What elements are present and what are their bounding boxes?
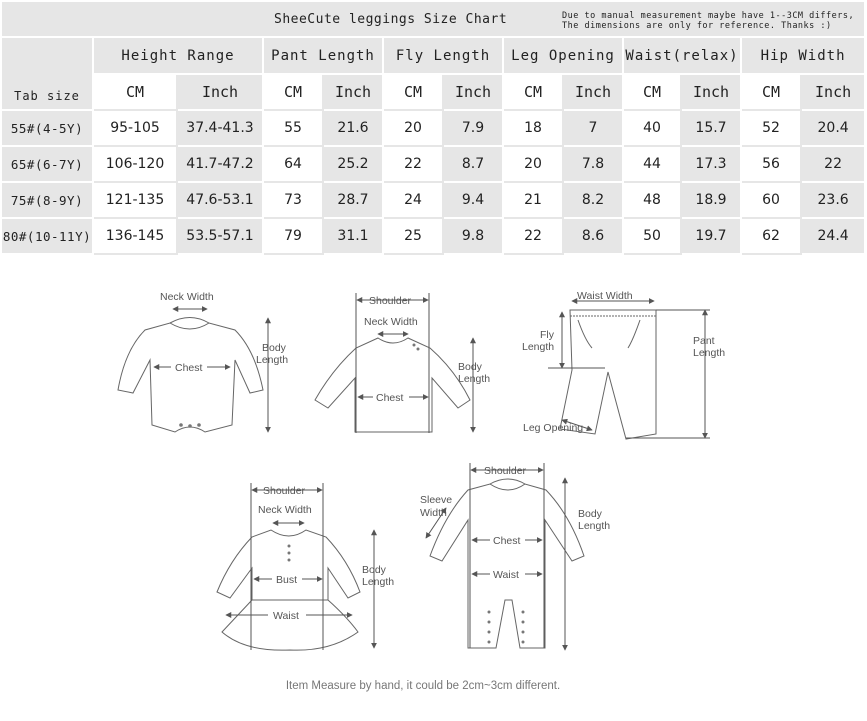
table-cell: 53.5-57.1 xyxy=(178,219,264,255)
label-length: Length xyxy=(362,576,395,588)
table-cell: 8.2 xyxy=(564,183,624,219)
label-waist-width: Waist Width xyxy=(577,290,633,302)
unit-inch: Inch xyxy=(444,75,504,111)
unit-inch: Inch xyxy=(802,75,866,111)
table-cell: 44 xyxy=(624,147,682,183)
header-height-range: Height Range xyxy=(94,38,264,75)
tab-size-cell: 80#(10-11Y) xyxy=(2,219,94,255)
table-cell: 7.9 xyxy=(444,111,504,147)
table-cell: 18.9 xyxy=(682,183,742,219)
table-cell: 41.7-47.2 xyxy=(178,147,264,183)
tab-size-cell: 75#(8-9Y) xyxy=(2,183,94,219)
header-fly-length: Fly Length xyxy=(384,38,504,75)
table-cell: 37.4-41.3 xyxy=(178,111,264,147)
label-width: Width xyxy=(420,507,447,519)
table-cell: 20.4 xyxy=(802,111,866,147)
label-body: Body xyxy=(578,508,602,520)
table-cell: 56 xyxy=(742,147,802,183)
unit-inch: Inch xyxy=(564,75,624,111)
label-body: Body xyxy=(262,342,286,354)
table-cell: 48 xyxy=(624,183,682,219)
dress-diagram xyxy=(217,483,394,650)
table-cell: 25 xyxy=(384,219,444,255)
label-body: Body xyxy=(362,564,386,576)
label-waist: Waist xyxy=(273,610,299,622)
table-cell: 95-105 xyxy=(94,111,178,147)
romper-diagram xyxy=(420,463,610,650)
unit-cm: CM xyxy=(504,75,564,111)
label-length: Length xyxy=(522,341,555,353)
table-cell: 7.8 xyxy=(564,147,624,183)
unit-cm: CM xyxy=(742,75,802,111)
table-cell: 22 xyxy=(802,147,866,183)
unit-cm: CM xyxy=(264,75,324,111)
table-cell: 17.3 xyxy=(682,147,742,183)
table-cell: 9.8 xyxy=(444,219,504,255)
label-chest: Chest xyxy=(175,362,203,374)
label-chest: Chest xyxy=(376,392,404,404)
label-shoulder: Shoulder xyxy=(263,485,306,497)
table-cell: 52 xyxy=(742,111,802,147)
table-cell: 73 xyxy=(264,183,324,219)
table-cell: 136-145 xyxy=(94,219,178,255)
label-length: Length xyxy=(693,347,726,359)
note-line-2: The dimensions are only for reference. Thanks :) xyxy=(562,21,832,31)
table-cell: 20 xyxy=(504,147,564,183)
table-cell: 24 xyxy=(384,183,444,219)
table-cell: 60 xyxy=(742,183,802,219)
table-cell: 15.7 xyxy=(682,111,742,147)
label-waist: Waist xyxy=(493,569,519,581)
label-sleeve: Sleeve xyxy=(420,494,453,506)
table-cell: 19.7 xyxy=(682,219,742,255)
unit-inch: Inch xyxy=(682,75,742,111)
table-cell: 21.6 xyxy=(324,111,384,147)
label-body: Body xyxy=(458,361,482,373)
label-fly: Fly xyxy=(540,329,554,341)
table-cell: 62 xyxy=(742,219,802,255)
tab-size-cell: 65#(6-7Y) xyxy=(2,147,94,183)
table-cell: 121-135 xyxy=(94,183,178,219)
tshirt-diagram xyxy=(315,293,490,433)
label-neck-width: Neck Width xyxy=(258,504,312,516)
unit-inch: Inch xyxy=(324,75,384,111)
header-leg-opening: Leg Opening xyxy=(504,38,624,75)
tab-size-cell: 55#(4-5Y) xyxy=(2,111,94,147)
label-bust: Bust xyxy=(276,574,298,586)
table-cell: 55 xyxy=(264,111,324,147)
label-shoulder: Shoulder xyxy=(484,465,527,477)
table-cell: 7 xyxy=(564,111,624,147)
table-cell: 25.2 xyxy=(324,147,384,183)
table-cell: 106-120 xyxy=(94,147,178,183)
table-cell: 28.7 xyxy=(324,183,384,219)
label-neck-width: Neck Width xyxy=(364,316,418,328)
header-hip-width: Hip Width xyxy=(742,38,866,75)
table-cell: 8.7 xyxy=(444,147,504,183)
label-leg-opening: Leg Opening xyxy=(523,422,584,434)
label-neck-width: Neck Width xyxy=(160,291,214,303)
tab-size-header: Tab size xyxy=(2,38,94,111)
table-cell: 22 xyxy=(504,219,564,255)
table-cell: 20 xyxy=(384,111,444,147)
unit-cm: CM xyxy=(384,75,444,111)
table-cell: 22 xyxy=(384,147,444,183)
unit-inch: Inch xyxy=(178,75,264,111)
table-cell: 8.6 xyxy=(564,219,624,255)
bodysuit-diagram xyxy=(118,291,288,432)
pants-diagram xyxy=(522,290,725,439)
table-cell: 79 xyxy=(264,219,324,255)
footer-note: Item Measure by hand, it could be 2cm~3cm different. xyxy=(285,680,561,692)
table-cell: 40 xyxy=(624,111,682,147)
label-pant: Pant xyxy=(693,335,715,347)
table-cell: 21 xyxy=(504,183,564,219)
chart-title: SheeCute leggings Size Chart xyxy=(274,12,508,27)
header-waist: Waist(relax) xyxy=(624,38,742,75)
table-cell: 50 xyxy=(624,219,682,255)
table-cell: 23.6 xyxy=(802,183,866,219)
table-cell: 24.4 xyxy=(802,219,866,255)
label-chest: Chest xyxy=(493,535,521,547)
table-cell: 47.6-53.1 xyxy=(178,183,264,219)
label-length: Length xyxy=(578,520,611,532)
table-cell: 64 xyxy=(264,147,324,183)
table-cell: 9.4 xyxy=(444,183,504,219)
table-cell: 31.1 xyxy=(324,219,384,255)
label-shoulder: Shoulder xyxy=(369,295,412,307)
note-line-1: Due to manual measurement maybe have 1--3CM differs, xyxy=(562,11,855,21)
label-length: Length xyxy=(256,354,289,366)
unit-cm: CM xyxy=(624,75,682,111)
label-length: Length xyxy=(458,373,491,385)
unit-cm: CM xyxy=(94,75,178,111)
table-cell: 18 xyxy=(504,111,564,147)
header-pant-length: Pant Length xyxy=(264,38,384,75)
